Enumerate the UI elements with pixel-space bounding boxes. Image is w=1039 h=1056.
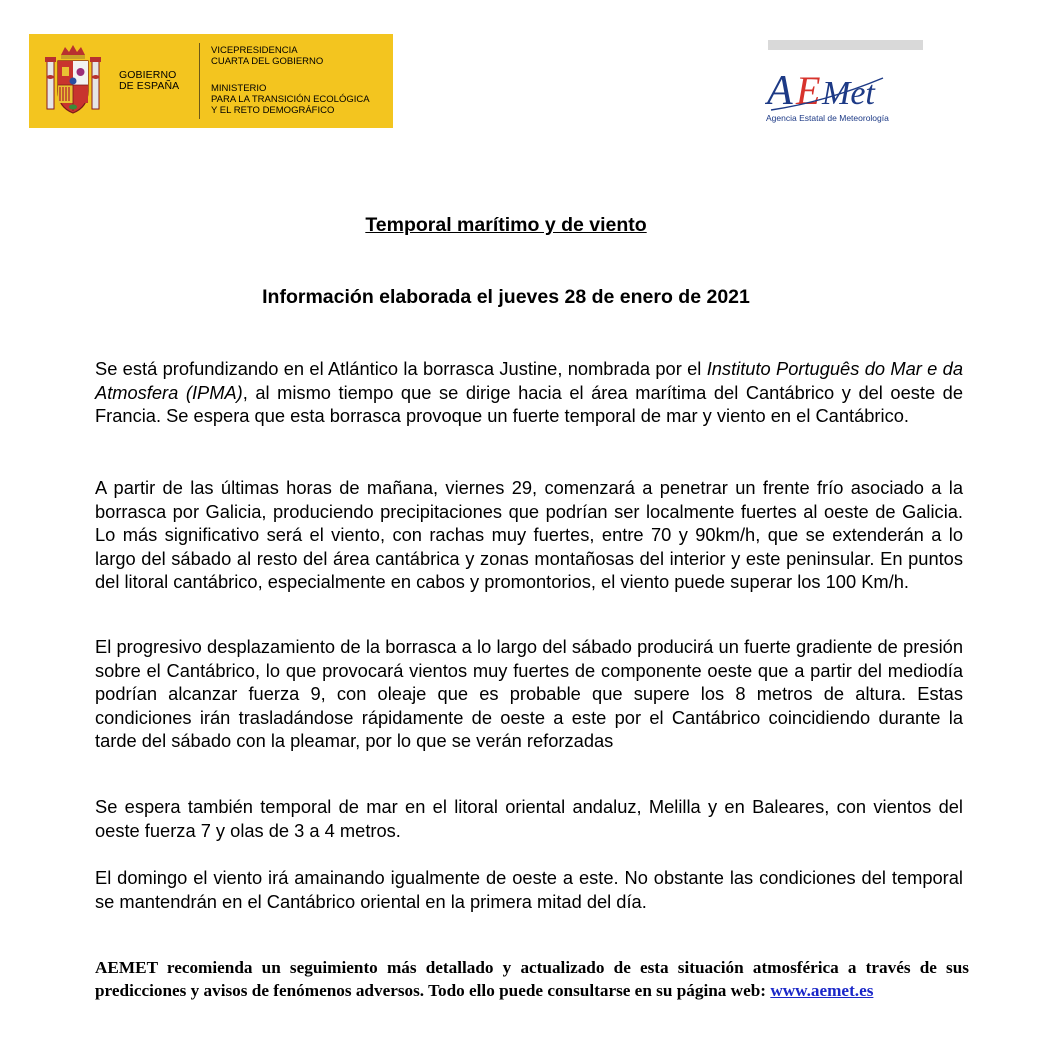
- aemet-subtitle: Agencia Estatal de Meteorología: [766, 113, 889, 123]
- aemet-website-link[interactable]: www.aemet.es: [770, 980, 874, 1000]
- paragraph-5: El domingo el viento irá amainando igualmente de oeste a este. No obstante las condiciones del temporal se mantendrán en el Cantábrico oriental en la primera mitad del día.: [95, 867, 963, 912]
- svg-text:A: A: [767, 68, 793, 114]
- recommendation-note: [95, 957, 969, 1002]
- recommendation-text: AEMET recomienda un seguimiento más detallado y actualizado de esta situación atmosférica a través de sus predicciones y avisos de fenómenos adversos. Todo ello puede consultarse en su página web:: [95, 958, 969, 1000]
- coat-of-arms-icon: [43, 43, 103, 119]
- document-title: Temporal marítimo y de viento: [365, 214, 647, 236]
- paragraph-2: A partir de las últimas horas de mañana, viernes 29, comenzará a penetrar un frente frío asociado a la borrasca por Galicia, produciendo precipitaciones que podrían ser localmente fuertes al oeste de Galicia. Lo más significativo será el viento, con rachas muy fuertes, entre 70 y 90km/h, que se extenderán a lo largo del sábado al resto del área cantábrica y zonas montañosas del interior y este peninsular. En puntos del litoral cantábrico, especialmente en cabos y promontorios, el viento puede superar los 100 Km/h.: [95, 477, 963, 593]
- paragraph-4: Se espera también temporal de mar en el litoral oriental andaluz, Melilla y en Baleares, con vientos del oeste fuerza 7 y olas de 3 a 4 metros.: [95, 796, 963, 841]
- government-name-line1: GOBIERNO: [119, 69, 177, 81]
- paragraph-1: [95, 357, 963, 428]
- paragraph-3: El progresivo desplazamiento de la borrasca a lo largo del sábado producirá un fuerte gradiente de presión sobre el Cantábrico, lo que provocará vientos muy fuertes de componente oeste que a partir del mediodía podrían alcanzar fuerza 9, con oleaje que es probable que supere los 8 metros de altura. Estas condiciones irán trasladándose rápidamente de oeste a este por el Cantábrico coincidiendo durante la tarde del sábado con la pleamar, por lo que se verán reforzadas: [95, 636, 963, 752]
- svg-text:E: E: [796, 68, 821, 113]
- government-name-line2: DE ESPAÑA: [119, 80, 180, 92]
- ipma-name: Instituto Português do Mar e da Atmosfera (IPMA): [95, 358, 963, 403]
- ministry-line1: MINISTERIO: [211, 83, 267, 94]
- paragraph-1-part-a: Se está profundizando en el Atlántico la borrasca Justine, nombrada por el: [95, 358, 707, 379]
- government-name: [119, 70, 179, 92]
- paragraph-1-part-b: , al mismo tiempo que se dirige hacia el área marítima del Cantábrico y del oeste de Francia. Se espera que esta borrasca provoque un fuerte temporal de mar y viento en el Cantábrico.: [95, 381, 963, 427]
- document-date-line: Información elaborada el jueves 28 de enero de 2021: [262, 286, 750, 308]
- ministry-line2: PARA LA TRANSICIÓN ECOLÓGICA: [211, 94, 370, 105]
- vicepresidency-line2: CUARTA DEL GOBIERNO: [211, 56, 324, 67]
- vicepresidency-line1: VICEPRESIDENCIA: [211, 45, 298, 56]
- ministry-line3: Y EL RETO DEMOGRÁFICO: [211, 105, 335, 116]
- svg-text:Met: Met: [822, 75, 875, 112]
- banner-divider: [199, 43, 200, 119]
- aemet-top-bar: [768, 40, 923, 50]
- ministry-label: [211, 83, 370, 116]
- vicepresidency-label: [211, 45, 323, 67]
- government-banner: [29, 34, 393, 128]
